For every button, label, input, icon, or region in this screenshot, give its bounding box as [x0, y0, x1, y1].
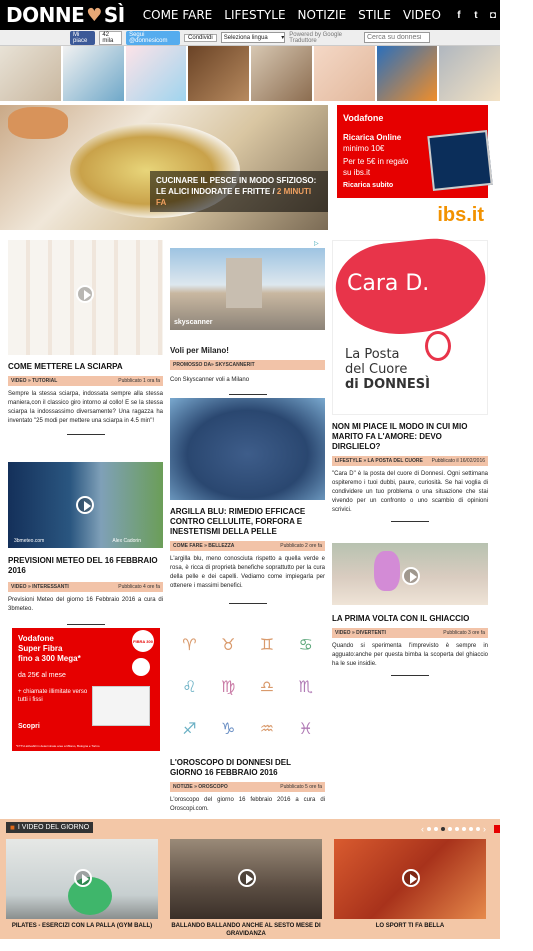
video-caption[interactable]: PILATES - ESERCIZI CON LA PALLA (GYM BALL) — [11, 923, 153, 929]
powered-by-text: Powered by — [289, 31, 321, 38]
ad-line-1: Super Fibra — [18, 644, 63, 653]
facebook-like-button[interactable]: Mi piace — [70, 31, 95, 45]
venus-icon — [425, 331, 451, 361]
gallery-thumb[interactable] — [63, 46, 124, 101]
powered-by-label — [289, 32, 360, 44]
nav-video[interactable]: VIDEO — [402, 8, 441, 22]
article-card[interactable] — [332, 543, 488, 676]
article-title[interactable]: NON MI PIACE IL MODO IN CUI MIO MARITO FA L'AMORE: DEVO DIRGLIELO? — [332, 422, 468, 451]
cara-d-sub-3: di DONNESÌ — [345, 377, 430, 392]
divider — [229, 394, 267, 395]
chevron-right-icon[interactable]: › — [483, 824, 486, 834]
carousel-dot[interactable] — [455, 827, 459, 831]
article-meta — [8, 376, 163, 386]
play-icon[interactable] — [76, 285, 94, 303]
social-links — [453, 10, 533, 21]
hero-time: 2 MINUTI FA — [156, 187, 312, 207]
zodiac-sign-icon: ♎ — [259, 676, 275, 696]
article-meta — [170, 360, 325, 370]
ad-vodafone-ibs[interactable] — [337, 105, 488, 230]
video-card[interactable] — [170, 839, 322, 919]
top-nav-bar — [0, 0, 530, 30]
zodiac-sign-icon: ♑ — [220, 718, 236, 738]
article-meta — [8, 582, 163, 592]
video-caption[interactable]: BALLANDO BALLANDO ANCHE AL SESTO MESE DI GRAVIDANZA — [171, 923, 321, 937]
zodiac-sign-icon: ♌ — [182, 676, 197, 696]
language-select-value: Seleziona lingua — [223, 34, 268, 41]
cara-d-subtitle — [345, 347, 430, 392]
chevron-down-icon: ▾ — [281, 35, 285, 41]
gallery-strip — [0, 46, 500, 101]
article-category[interactable]: PROMOSSO DA» SKYSCANNERIT — [173, 362, 255, 368]
videos-header-label: I VIDEO DEL GIORNO — [17, 824, 90, 831]
site-logo[interactable] — [0, 3, 125, 27]
cara-d-title: Cara D. — [347, 271, 430, 296]
article-category[interactable]: LIFESTYLE » LA POSTA DEL CUORE — [335, 458, 423, 464]
ad-brand: Vodafone — [18, 634, 54, 643]
article-image — [8, 240, 163, 355]
duomo-image — [226, 258, 262, 308]
gallery-thumb[interactable] — [0, 46, 61, 101]
videos-header — [6, 822, 93, 833]
article-excerpt: Quando si sperimenta l'imprevisto è sempre in agguato:anche per questa bimba la scoperta del ghiaccio ha le sue insidie. — [332, 643, 488, 667]
article-category[interactable]: NOTIZIE » OROSCOPO — [173, 784, 228, 790]
fibra-badge: FIBRA 300 — [132, 630, 154, 652]
article-card[interactable] — [8, 240, 163, 435]
article-image — [170, 398, 325, 500]
hero-caption[interactable] — [150, 171, 328, 212]
play-icon[interactable] — [74, 869, 92, 887]
article-category[interactable]: COME FARE » BELLEZZA — [173, 543, 235, 549]
cara-d-banner[interactable] — [332, 240, 488, 415]
google-label: Google — [322, 31, 342, 38]
vodafone-logo-icon — [132, 658, 150, 676]
article-date: Pubblicato 1 ora fa — [118, 378, 160, 384]
cara-d-sub-1: La Posta — [345, 347, 400, 362]
article-date: Pubblicato 4 ore fa — [118, 584, 160, 590]
ad-cta[interactable]: Ricarica subito — [343, 182, 394, 189]
ad-line-2: minimo 10€ — [343, 144, 385, 153]
meteo-presenter: Alex Cadorin — [112, 538, 141, 544]
zodiac-sign-icon: ♓ — [298, 718, 313, 738]
videos-of-the-day — [0, 819, 500, 939]
twitter-icon[interactable]: t — [474, 9, 478, 21]
video-card[interactable] — [334, 839, 486, 919]
carousel-dot[interactable] — [434, 827, 438, 831]
article-title[interactable]: PREVISIONI METEO DEL 16 FEBBRAIO 2016 — [8, 556, 158, 575]
article-excerpt: Previsioni Meteo del giorno 16 Febbraio 2016 a cura di 3bmeteo. — [8, 597, 163, 612]
article-title[interactable]: ARGILLA BLU: RIMEDIO EFFICACE CONTRO CELLULITE, FORFORA E INESTETISMI DELLA PELLE — [170, 507, 306, 536]
article-image — [8, 462, 163, 548]
nav-notizie[interactable]: NOTIZIE — [297, 8, 347, 22]
skyscanner-logo: skyscanner — [174, 319, 213, 326]
carousel-dot[interactable] — [462, 827, 466, 831]
ad-price: da 25€ al mese — [18, 672, 66, 679]
zodiac-sign-icon: ♋ — [298, 635, 313, 655]
ibs-logo: ibs.it — [437, 204, 484, 226]
ad-line-2: fino a 300 Mega* — [18, 654, 81, 663]
child-figure — [374, 551, 400, 591]
gallery-thumb[interactable] — [251, 46, 312, 101]
facebook-icon[interactable]: f — [457, 9, 461, 21]
cara-d-sub-2: del Cuore — [345, 362, 408, 377]
google-plus-icon[interactable]: g⁺ — [504, 9, 516, 21]
article-date: Pubblicato il 16/02/2016 — [431, 458, 485, 464]
article-title[interactable]: L'OROSCOPO DI DONNESI DEL GIORNO 16 FEBBRAIO 2016 — [170, 758, 291, 777]
ad-line-1: Ricarica Online — [343, 133, 402, 142]
sponsored-card[interactable] — [170, 248, 325, 395]
play-icon[interactable] — [238, 869, 256, 887]
zodiac-sign-icon: ♉ — [220, 635, 236, 655]
main-nav — [137, 8, 447, 22]
zodiac-image — [170, 624, 325, 749]
article-date: Pubblicato 5 ore fa — [280, 784, 322, 790]
nav-lifestyle[interactable]: LIFESTYLE — [224, 8, 286, 22]
article-category[interactable]: VIDEO » DIVERTENTI — [335, 630, 386, 636]
zodiac-sign-icon: ♒ — [259, 718, 275, 738]
translate-label: Traduttore — [289, 37, 317, 44]
play-icon[interactable] — [402, 869, 420, 887]
video-caption[interactable]: LO SPORT TI FA BELLA — [375, 923, 445, 929]
nav-come-fare[interactable]: COME FARE — [142, 8, 213, 22]
zodiac-sign-icon: ♊ — [259, 635, 275, 655]
modem-image — [92, 686, 150, 726]
carousel-dot[interactable] — [469, 827, 473, 831]
article-category[interactable]: VIDEO » TUTORIAL — [11, 378, 58, 384]
article-excerpt: Sempre la stessa sciarpa, indossata sempre alla stessa maniera,con il classico giro intorno al collo! E se la stessa sciarpa la indossassimo diversamente? Una ragazza ha inventato "25 modi per mettere una sciarpa in 4.5 min"! — [8, 391, 163, 424]
gallery-thumb[interactable] — [377, 46, 438, 101]
article-card[interactable] — [170, 624, 325, 814]
ad-line-4: su ibs.it — [343, 168, 371, 177]
rss-icon[interactable]: ⌇ — [524, 9, 530, 21]
ad-tablet-image — [427, 130, 492, 191]
article-category[interactable]: VIDEO » INTERESSANTI — [11, 584, 69, 590]
zodiac-sign-icon: ♍ — [220, 676, 236, 696]
gallery-thumb[interactable] — [314, 46, 375, 101]
ad-footnote: *FTTH attivabili in determinate aree a Milano, Bologna e Torino — [16, 744, 100, 748]
ad-line-3: Per te 5€ in regalo — [343, 157, 409, 166]
divider — [67, 624, 105, 625]
article-meta — [332, 456, 488, 466]
zodiac-sign-icon: ♏ — [298, 676, 313, 696]
nav-stile[interactable]: STILE — [358, 8, 391, 22]
meteo-brand: 3bmeteo.com — [14, 538, 45, 544]
zodiac-sign-icon: ♐ — [182, 718, 197, 738]
article-meta — [170, 782, 325, 792]
divider — [67, 434, 105, 435]
divider — [391, 675, 429, 676]
video-card[interactable] — [6, 839, 158, 919]
gallery-thumb[interactable] — [439, 46, 500, 101]
logo-heart-icon: ♥ — [86, 4, 102, 26]
divider — [391, 521, 429, 522]
facebook-like-count: 42 mila — [99, 31, 122, 45]
video-camera-icon: ■ — [10, 823, 15, 832]
article-title[interactable]: COME METTERE LA SCIARPA — [8, 362, 123, 371]
article-excerpt: Con Skyscanner voli a Milano — [170, 377, 250, 383]
article-card[interactable] — [8, 462, 163, 625]
article-image — [332, 543, 488, 605]
gallery-thumb[interactable] — [188, 46, 249, 101]
zodiac-sign-icon: ♈ — [182, 635, 197, 655]
article-card[interactable] — [332, 422, 488, 522]
carousel-dot[interactable] — [441, 827, 445, 831]
language-select[interactable] — [221, 32, 286, 43]
article-title[interactable]: Voli per Milano! — [170, 346, 229, 355]
instagram-icon[interactable]: ◘ — [489, 9, 496, 21]
ad-brand: Vodafone — [343, 113, 384, 123]
article-date: Pubblicato 3 ore fa — [443, 630, 485, 636]
social-subbar — [0, 30, 500, 46]
article-meta — [170, 541, 325, 551]
ad-cta[interactable]: Scopri — [18, 723, 40, 730]
article-card[interactable] — [170, 398, 325, 604]
article-excerpt: L'argilla blu, meno conosciuta rispetto a quella verde e rosa, è ricca di proprietà benefiche soprattutto per la cura della pelle e dei capelli. Vediamo come impiegarla per ottenere i massimi benefici. — [170, 556, 325, 589]
search-input[interactable] — [364, 32, 430, 43]
play-icon[interactable] — [76, 496, 94, 514]
article-date: Pubblicato 2 ore fa — [280, 543, 322, 549]
gallery-thumb[interactable] — [126, 46, 187, 101]
chevron-left-icon[interactable]: ‹ — [421, 824, 424, 834]
logo-left: DONNE — [6, 3, 85, 27]
ad-extra: + chiamate illimitate verso tutti i fissi — [18, 689, 88, 703]
divider — [229, 603, 267, 604]
carousel-controls — [421, 824, 486, 834]
hero-image-eggs — [8, 107, 68, 139]
article-excerpt: L'oroscopo del giorno 16 febbraio 2016 a cura di Oroscopi.com. — [170, 797, 325, 812]
article-title[interactable]: LA PRIMA VOLTA CON IL GHIACCIO — [332, 614, 470, 623]
ad-choices-icon[interactable]: ▷ — [314, 241, 319, 247]
hero-title: CUCINARE IL PESCE IN MODO SFIZIOSO: LE ALICI INDORATE E FRITTE / — [156, 176, 317, 196]
carousel-dot[interactable] — [476, 827, 480, 831]
carousel-dot[interactable] — [427, 827, 431, 831]
twitter-follow-button[interactable]: Segui @donnesicom — [126, 31, 180, 45]
article-excerpt: "Cara D" è la posta del cuore di Donnesì. Ogni settimana ospiteremo i tuoi dubbi, paure, curiosità. Se hai voglia di condividere un tuo problema o una situazione che stai vivendo per un confronto o uno scambio di opinioni scrivici. — [332, 471, 488, 513]
article-meta — [332, 628, 488, 638]
ad-vodafone-fibra[interactable] — [12, 628, 160, 751]
article-image — [170, 248, 325, 330]
carousel-dot[interactable] — [448, 827, 452, 831]
share-button[interactable]: Condividi — [184, 34, 217, 42]
side-tab[interactable] — [494, 825, 500, 833]
play-icon[interactable] — [402, 567, 420, 585]
logo-right: SÌ — [103, 3, 125, 27]
